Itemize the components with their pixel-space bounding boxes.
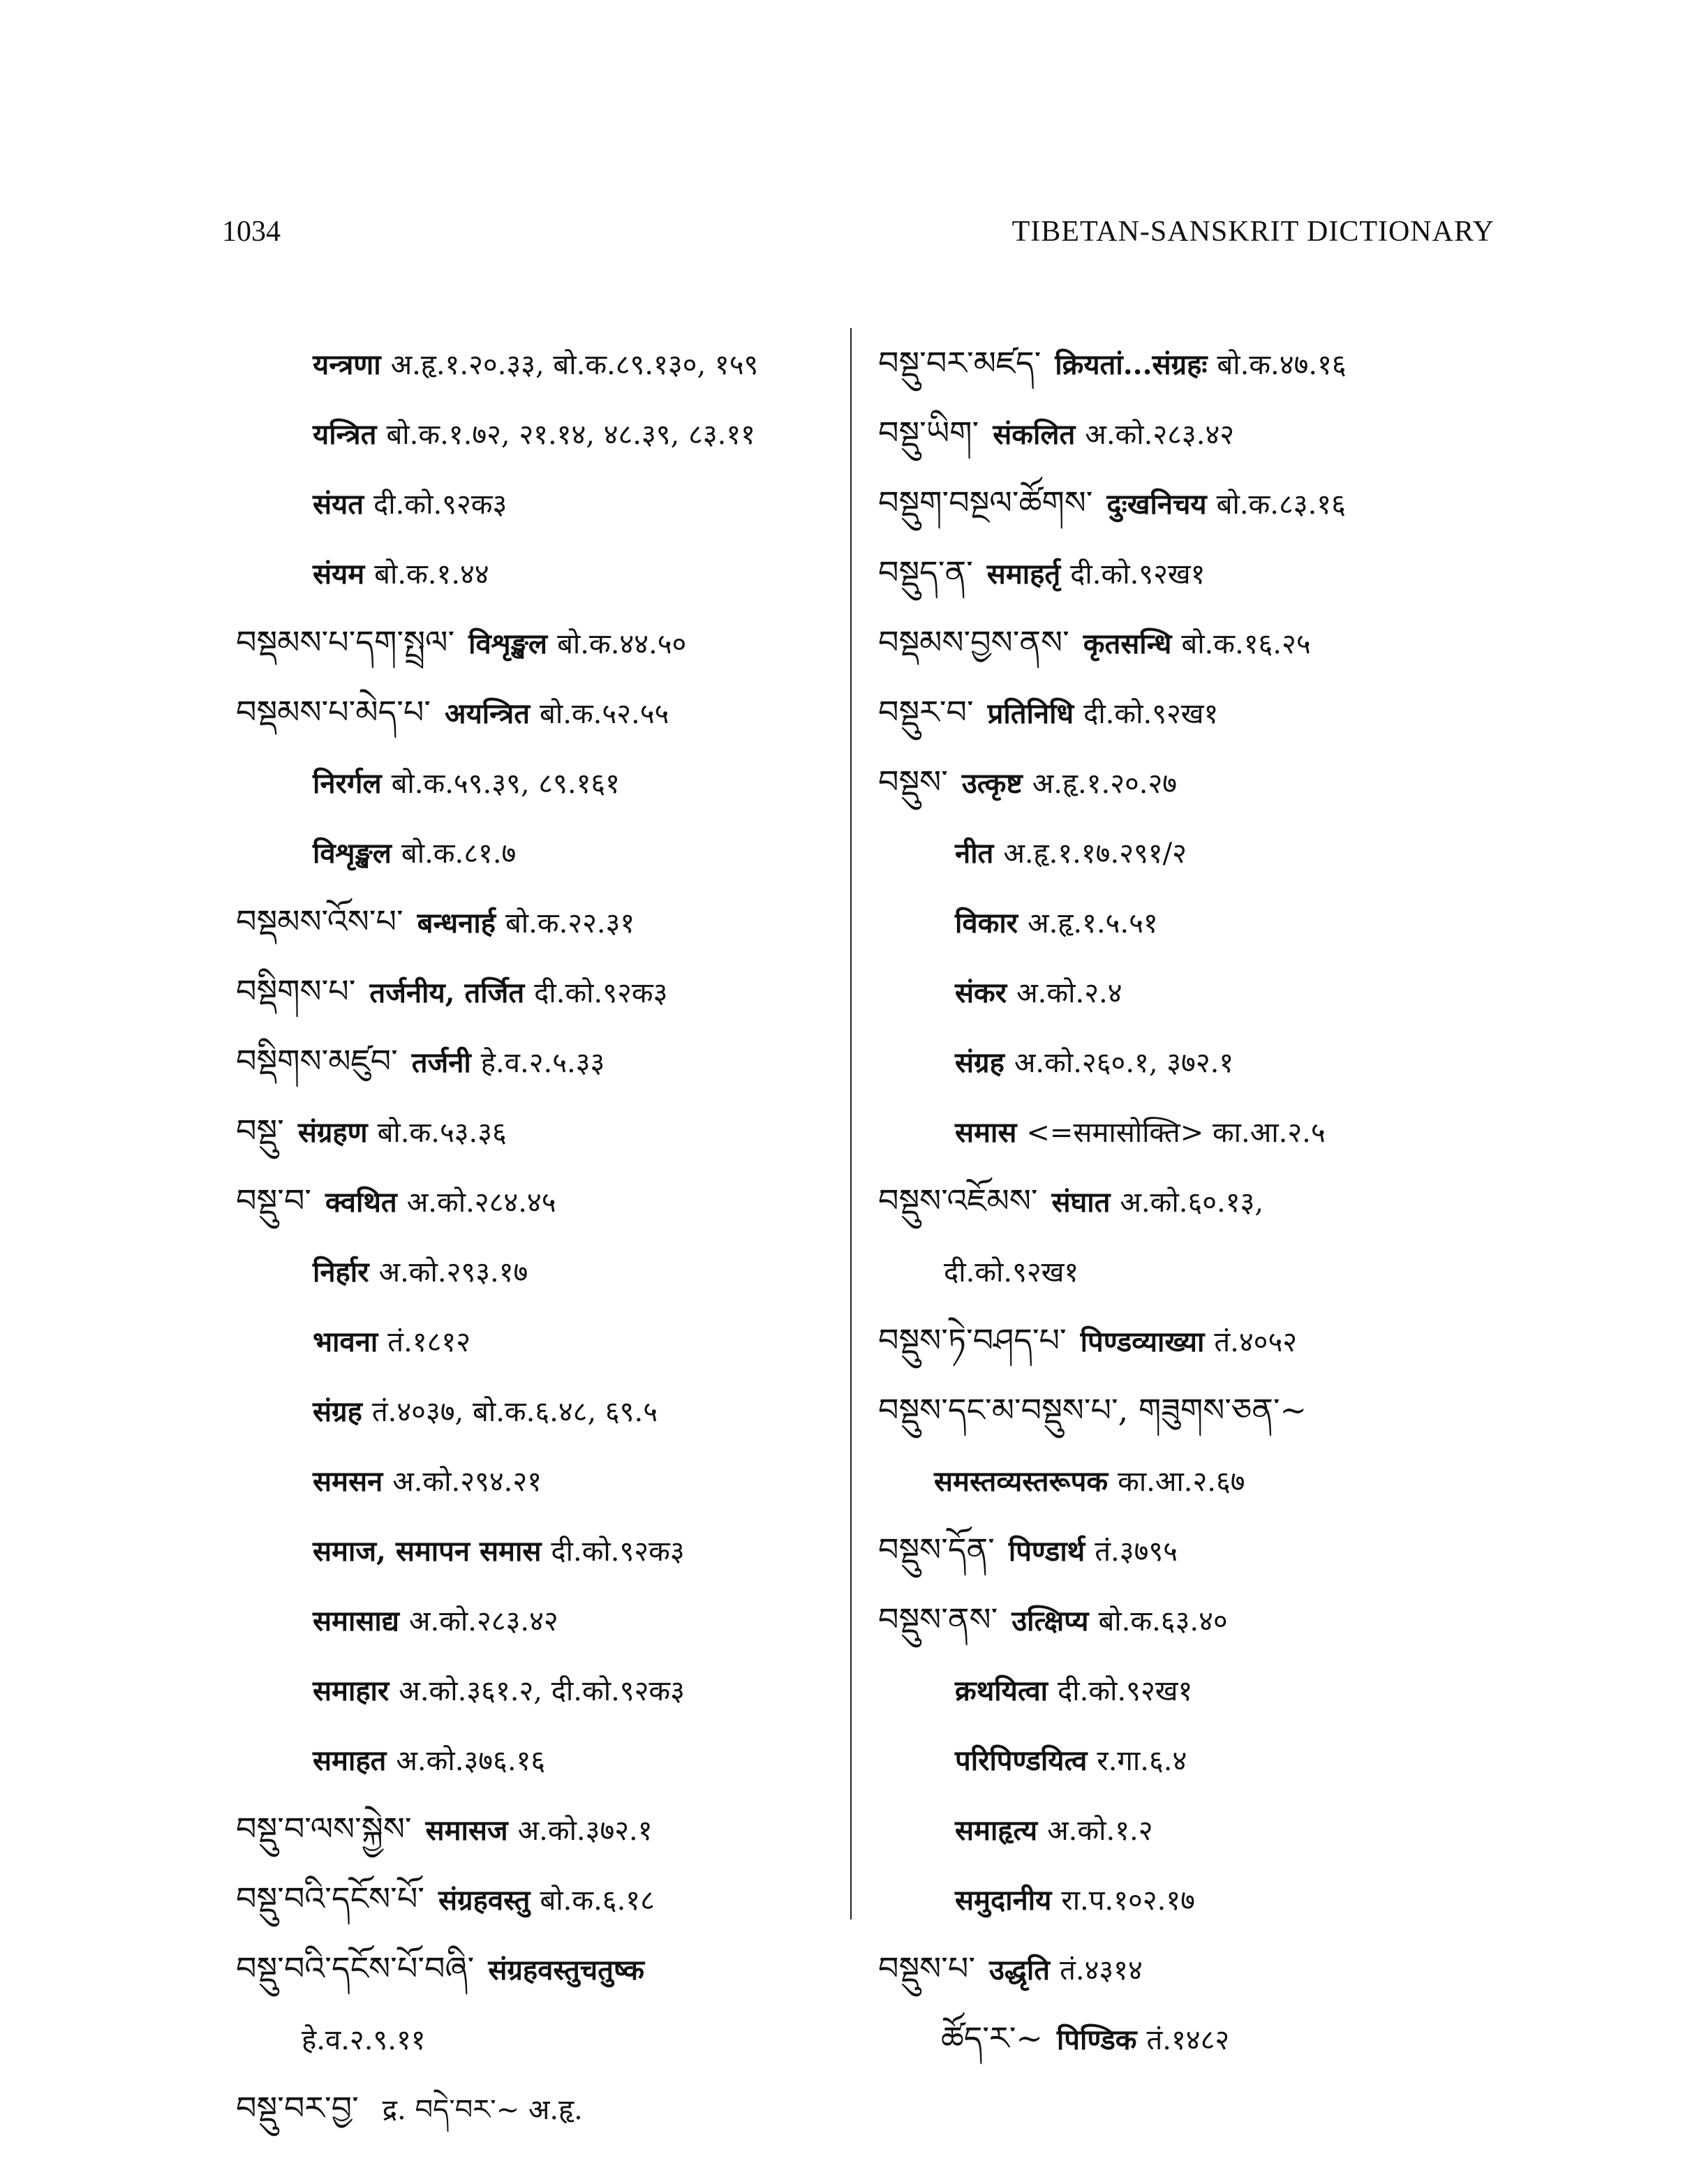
dictionary-entry [878,1654,1506,1724]
source-reference: रा.प.१०२.१७ [1061,1885,1195,1917]
tibetan-headword: བསྡུས་ནས་ [878,1600,998,1638]
sanskrit-equivalent: नीत [955,837,994,870]
dictionary-entry [878,1445,1506,1515]
dictionary-entry [878,1584,1506,1654]
tibetan-headword: བསྡམས་བྱས་ནས་ [878,623,1069,661]
source-reference: दी.को.९२क३ [551,1536,685,1568]
source-reference: बो.क.१.४४ [374,558,489,590]
dictionary-entry [236,1654,850,1724]
source-reference: बो.क.२२.३१ [505,907,635,939]
sanskrit-equivalent: विकार [955,907,1018,939]
source-reference: अ.हृ.१.२०.३३, बो.क.८९.१३०, १५९ [390,349,759,381]
sanskrit-equivalent: संयत [313,488,364,521]
dictionary-entry [878,1235,1506,1305]
sanskrit-equivalent: निरर्गल [313,767,382,800]
source-reference: का.आ.२.६७ [1118,1466,1245,1498]
sanskrit-equivalent: निर्हार [313,1256,369,1288]
source-reference: दी.को.९२क३ [373,489,507,521]
sanskrit-equivalent: विशृङ्खल [468,627,548,660]
sanskrit-equivalent: संकलित [993,418,1076,451]
left-column [236,328,850,2143]
sanskrit-equivalent: विशृङ्खल [313,837,392,870]
source-reference: अ.हृ.१.२०.२७ [1032,768,1178,800]
dictionary-entry [236,1375,850,1445]
source-reference: हे.व.२.९.११ [302,2024,426,2056]
source-reference: अ.को.२.४ [1016,977,1122,1009]
sanskrit-equivalent: अयन्त्रित [445,697,531,730]
dictionary-entry [878,328,1506,398]
column-divider [850,328,852,1919]
tibetan-headword: བསྡུར་བ་ [878,693,974,731]
dictionary-entry [878,677,1506,747]
tibetan-headword: བསྡུ་ [236,1112,284,1150]
tibetan-headword: བསྡིགས་མཛུབ་ [236,1042,398,1080]
tibetan-headword: བསྡུ་ཡིག་ [878,414,979,452]
dictionary-entry [878,747,1506,817]
sanskrit-equivalent: यन्त्रणा [313,348,381,381]
tibetan-headword: བསྡུ་བ་ [236,1182,311,1219]
sanskrit-equivalent: समासज [425,1814,508,1847]
dictionary-entry [236,607,850,677]
source-reference: अ.को.३७२.१ [517,1815,653,1847]
dictionary-entry [236,1445,850,1515]
sanskrit-equivalent: संग्रहवस्तुचतुष्क [488,1954,645,1986]
tibetan-headword: བསྡུས་ [878,763,948,801]
running-head: TIBETAN-SANSKRIT DICTIONARY [1011,216,1495,248]
dictionary-entry [236,1515,850,1584]
sanskrit-equivalent: समुदानीय [955,1884,1052,1917]
sanskrit-equivalent: पिण्डिक [1056,2023,1137,2056]
source-reference: तं.४०५२ [1214,1326,1298,1358]
dictionary-entry [236,1864,850,1933]
dictionary-entry [236,328,850,398]
sanskrit-equivalent: पिण्डार्थ [1008,1535,1085,1568]
dictionary-entry [878,817,1506,886]
dictionary-entry [236,1305,850,1375]
dictionary-entry [236,1794,850,1864]
sanskrit-equivalent: संग्रह [955,1046,1005,1079]
source-reference: बो.क.४४.५० [557,628,687,660]
sanskrit-equivalent: परिपिण्डयित्व [955,1744,1088,1777]
sanskrit-equivalent: क्रथयित्वा [955,1674,1048,1707]
source-reference: अ.को.२९३.१७ [378,1256,528,1288]
sanskrit-equivalent: समाहार [313,1674,390,1707]
dictionary-entry [878,2003,1506,2073]
dictionary-entry [878,1166,1506,1235]
dictionary-entry [878,1305,1506,1375]
sanskrit-equivalent: यन्त्रित [313,418,377,451]
dictionary-entry [236,2073,850,2143]
dictionary-entry [878,1724,1506,1794]
dictionary-entry [236,1933,850,2003]
dictionary-entry [236,398,850,468]
tibetan-headword: བསྡུ་བར་བྱ་ [236,2089,359,2127]
source-reference: बो.क.५३.३६ [377,1117,507,1149]
source-reference: अ.को.३६१.२, दी.को.९२क३ [399,1675,685,1707]
tibetan-headword: བསྡམས་པ་དག་སྤྲལ་ [236,623,455,661]
sanskrit-equivalent: कृतसन्धि [1083,627,1172,660]
source-reference: अ.को.२९४.२१ [392,1466,542,1498]
dictionary-entry [236,1026,850,1096]
dictionary-entry [878,1375,1506,1445]
dictionary-entry [236,537,850,607]
tibetan-headword: ཚོད་ར་~ [941,2019,1043,2057]
dictionary-entry [878,1794,1506,1864]
dictionary-entry [236,747,850,817]
source-reference: तं.४०३७, बो.क.६.४८, ६९.५ [371,1396,658,1428]
sanskrit-equivalent: संयम [313,558,365,590]
sanskrit-equivalent: समसन [313,1465,383,1498]
source-reference: बो.क.८१.७ [401,838,517,870]
dictionary-entry [878,1515,1506,1584]
dictionary-entry [236,1096,850,1166]
sanskrit-equivalent: तर्जनी [411,1046,471,1079]
source-reference: बो.क.६.१८ [540,1885,655,1917]
source-reference: अ.को.२८४.४५ [406,1187,556,1219]
sanskrit-equivalent: प्रतिनिधि [987,697,1074,730]
dictionary-entry [878,956,1506,1026]
sanskrit-equivalent: समाहृत्य [955,1814,1038,1847]
dictionary-entry [878,607,1506,677]
source-reference: दी.को.९२ख१ [944,1256,1079,1288]
dictionary-entry [236,886,850,956]
source-reference: बो.क.१६.२५ [1181,628,1311,660]
dictionary-entry [236,468,850,537]
tibetan-headword: བསྡུས་དོན་ [878,1531,995,1568]
sanskrit-equivalent: संकर [955,976,1007,1009]
tibetan-headword: བསྡུ་བའི་དངོས་པོ་བཞི་ [236,1949,475,1987]
dictionary-entry [878,1864,1506,1933]
tibetan-headword: བསྡུ་བར་མཛད་ [878,344,1042,382]
tibetan-headword: བསྡུ་བའི་དངོས་པོ་ [236,1880,424,1917]
dictionary-entry [236,1724,850,1794]
dictionary-entry [878,1096,1506,1166]
right-column [878,328,1506,2073]
source-reference: बो.क.५९.३९, ८९.१६१ [391,768,620,800]
sanskrit-equivalent: पिण्डव्याख्या [1080,1325,1205,1358]
source-reference: बो.क.४७.१६ [1217,349,1347,381]
source-reference: तं.४३१४ [1060,1954,1143,1986]
source-reference: दी.को.९२ख१ [1083,698,1219,730]
source-reference: अ.को.२८३.४२ [408,1605,558,1637]
sanskrit-equivalent: संग्रहवस्तु [438,1884,531,1917]
dictionary-entry [878,886,1506,956]
dictionary-entry [878,398,1506,468]
sanskrit-equivalent: दुःखनिचय [1106,488,1207,521]
dictionary-entry [236,677,850,747]
dictionary-entry [236,1235,850,1305]
tibetan-headword: བསྡུས་པ་ [878,1949,976,1987]
sanskrit-equivalent: समाज, समापन समास [313,1535,542,1568]
sanskrit-equivalent: संग्रहण [297,1116,368,1149]
tibetan-headword: བསྡུད་ན་ [878,554,973,591]
sanskrit-equivalent: क्रियतां...संग्रहः [1055,348,1208,381]
source-reference: बो.क.५२.५५ [540,698,669,730]
dictionary-entry [236,956,850,1026]
source-reference: बो.क.६३.४० [1098,1605,1228,1637]
tibetan-headword: བསྡུག་བསྔལ་ཚོགས་ [878,484,1093,521]
dictionary-entry [878,1026,1506,1096]
sanskrit-equivalent: उद्धृति [989,1954,1051,1986]
source-reference: दी.को.९२ख१ [1058,1675,1193,1707]
source-reference: <=समासोक्ति> का.आ.२.५ [1026,1117,1326,1149]
tibetan-headword: བསྡུས་ཏེ་བཤད་པ་ [878,1321,1067,1359]
tibetan-headword: བསྡུས་འཇོམས་ [878,1182,1038,1219]
source-reference: बो.क.१.७२, २१.१४, ४८.३९, ८३.११ [386,419,755,451]
sanskrit-equivalent: उत्कृष्ट [961,767,1023,800]
source-reference: अ.हृ.१.१७.२९१/२ [1003,838,1187,870]
sanskrit-equivalent: उत्क्षिप्य [1011,1605,1089,1637]
source-reference: तं.१८१२ [387,1326,470,1358]
tibetan-headword: བསྡིགས་པ་ [236,972,356,1010]
sanskrit-equivalent: समासाद्य [313,1605,399,1637]
dictionary-entry [878,537,1506,607]
source-reference: तं.१४८२ [1146,2024,1230,2056]
sanskrit-equivalent: क्वथित [325,1186,397,1219]
tibetan-headword: བསྡམས་འོས་པ་ [236,902,403,940]
source-reference: र.गा.६.४ [1097,1745,1187,1777]
source-reference: तं.३७९५ [1095,1536,1178,1568]
sanskrit-equivalent: समाहर्तृ [986,558,1061,590]
source-reference: अ.को.२८३.४२ [1085,419,1235,451]
sanskrit-equivalent: समास [955,1116,1017,1149]
sanskrit-equivalent: समस्तव्यस्तरूपक [934,1465,1109,1498]
source-reference: अ.को.३७६.१६ [396,1745,546,1777]
source-reference: दी.को.९२क३ [534,977,668,1009]
sanskrit-equivalent: संघात [1051,1186,1111,1219]
sanskrit-equivalent: तर्जनीय, तर्जित [369,976,525,1009]
source-reference: बो.क.८३.१६ [1216,489,1346,521]
tibetan-headword: བསྡུ་བ་ལས་སྐྱེས་ [236,1810,412,1848]
source-reference: दी.को.९२ख१ [1070,558,1206,590]
source-reference: अ.को.२६०.१, ३७२.१ [1014,1047,1234,1079]
dictionary-entry [236,1166,850,1235]
source-reference: अ.को.६०.१३, [1120,1187,1264,1219]
tibetan-headword: བསྡམས་པ་མེད་པ་ [236,693,431,731]
source-reference: द्र. བདེ་བར་~ अ.हृ. [382,2094,583,2126]
source-reference: अ.हृ.१.५.५१ [1028,907,1158,939]
page-number: 1034 [222,216,281,248]
dictionary-entry [236,1584,850,1654]
sanskrit-equivalent: संग्रह [313,1395,362,1428]
tibetan-headword: བསྡུས་དང་མ་བསྡུས་པ་, གཟུགས་ཅན་~ [878,1391,1307,1429]
source-reference: अ.को.१.२ [1047,1815,1153,1847]
sanskrit-equivalent: भावना [313,1325,378,1358]
dictionary-entry [878,468,1506,537]
source-reference: हे.व.२.५.३३ [480,1047,605,1079]
sanskrit-equivalent: बन्धनार्ह [417,907,496,939]
sanskrit-equivalent: समाहत [313,1744,387,1777]
dictionary-entry [236,2003,850,2073]
dictionary-entry [236,817,850,886]
dictionary-entry [878,1933,1506,2003]
